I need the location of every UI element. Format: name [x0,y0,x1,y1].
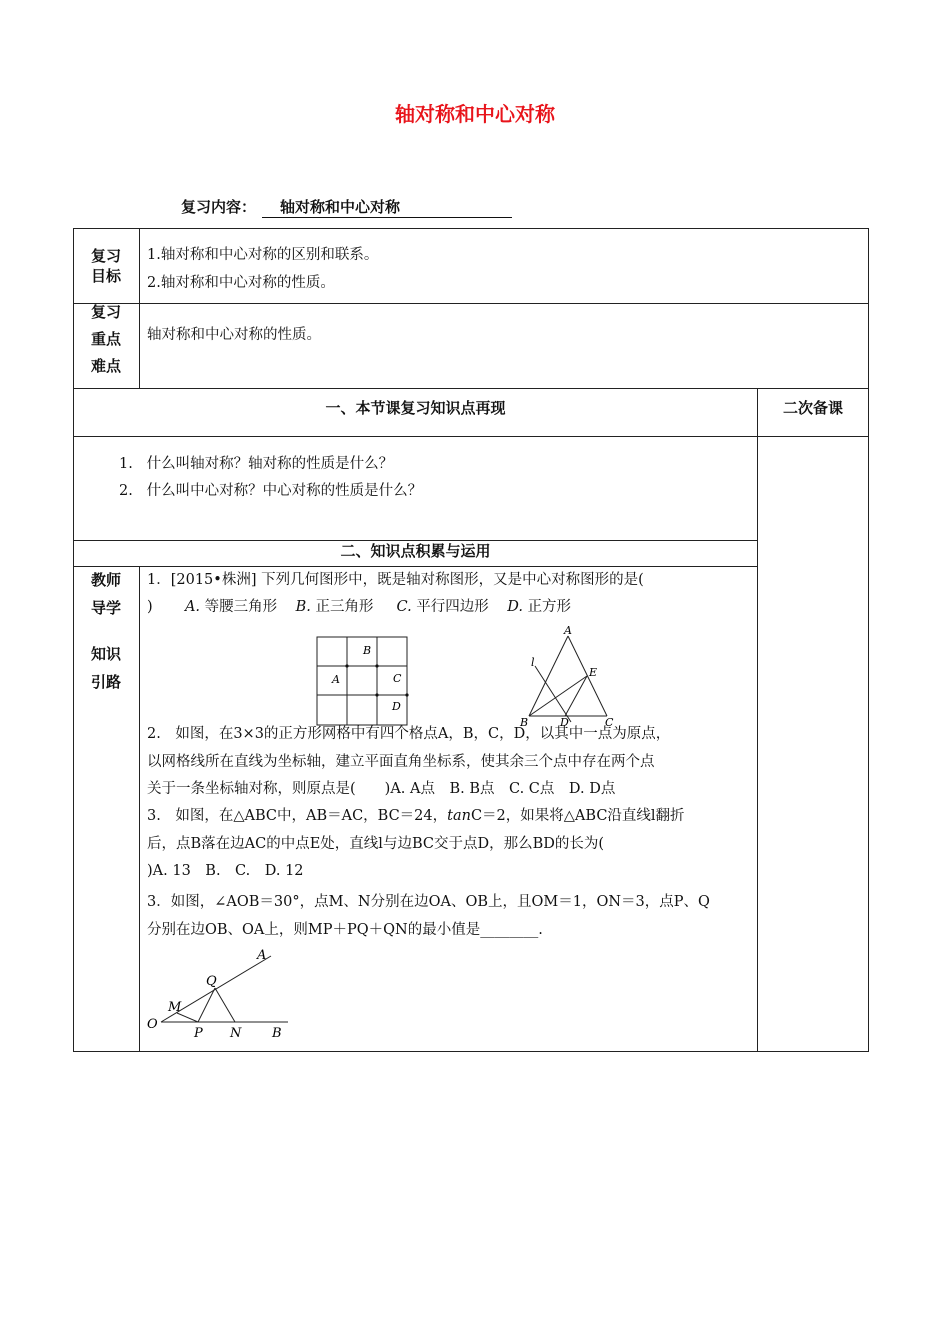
row-divider [73,303,869,304]
problem3b: 3．如图，∠AOB＝30°，点M、N分别在边OA、OB上，且OM＝1，ON＝3，点P、Q 分别在边OB、OA上，则MP＋PQ＋QN的最小值是________. [147,894,710,938]
angle-label: Q [206,974,217,989]
angle-label: A [257,948,267,963]
grid-figure [312,632,412,728]
section1-heading: 一、本节课复习知识点再现 [325,399,506,417]
triangle-label: B [520,716,529,729]
angle-label: B [272,1026,282,1041]
problem1-line1: 1．[2015•株洲] 下列几何图形中，既是轴对称图形，又是中心对称图形的是( [147,572,644,588]
second-preparation-heading: 二次备课 [782,399,843,417]
grid-label: D [392,700,401,713]
column-divider [757,388,758,1052]
triangle-label: E [589,666,598,679]
guide-label: 教师 导学 知识 引路 [90,571,121,691]
angle-label: P [194,1026,203,1041]
triangle-label: A [564,624,572,637]
row-divider [73,388,869,389]
row-divider [73,436,869,437]
grid-label: B [363,644,372,657]
section2-heading: 二、知识点积累与运用 [340,542,491,560]
grid-label: C [393,672,402,685]
angle-label: N [230,1026,242,1041]
goals-label: 复习 目标 [90,247,121,285]
page-title: 轴对称和中心对称 [395,102,555,126]
column-divider [139,228,140,388]
triangle-label: D [560,716,569,729]
triangle-figure [515,622,625,732]
question-item: 1. 什么叫轴对称？轴对称的性质是什么？ [119,456,394,472]
review-content-line [181,196,512,218]
triangle-label: C [605,716,614,729]
angle-label: O [147,1017,158,1032]
triangle-label: l [531,656,535,669]
review-topic: 轴对称和中心对称 [262,197,512,218]
question-item: 2. 什么叫中心对称？中心对称的性质是什么？ [119,483,423,499]
goal-item: 2.轴对称和中心对称的性质。 [147,275,335,291]
angle-figure [143,942,293,1042]
goal-item: 1.轴对称和中心对称的区别和联系。 [147,247,379,263]
problem2: 2. 如图，在3×3的正方形网格中有四个格点A，B，C，D，以其中一点为原点， 以网格线所在直线为坐标轴，建立平面直角坐标系，使其余三个点中存在两个点 关于一条坐标轴对称，则原点是( )A. A点 B. B点 C. C点 D. D点 [147,726,671,797]
review-label: 复习内容： [181,198,257,216]
problem1-options: ) A. 等腰三角形 B. 正三角形 C. 平行四边形 D. 正方形 [147,599,572,615]
keypoints-label: 复习 重点 难点 [90,303,121,375]
column-divider [139,566,140,1052]
keypoints-text: 轴对称和中心对称的性质。 [147,327,321,343]
grid-label: A [332,673,340,686]
angle-label: M [168,1000,182,1015]
problem3a: 3. 如图，在△ABC中，AB＝AC，BC＝24，tanC＝2，如果将△ABC沿直线l翻折 后，点B落在边AC的中点E处，直线l与边BC交于点D，那么BD的长为( )A. 13 B. C. D. 12 [147,808,685,879]
